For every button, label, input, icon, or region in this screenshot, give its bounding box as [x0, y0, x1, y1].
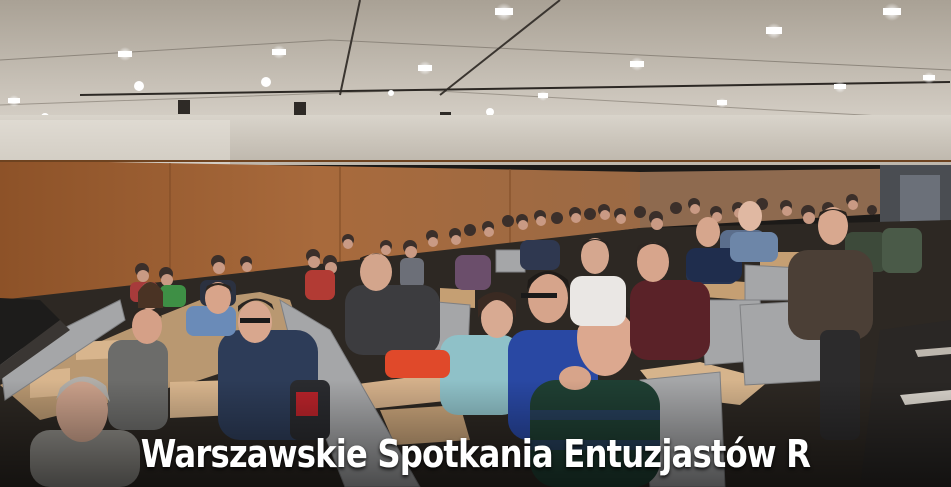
photo-caption: Warszawskie Spotkania Entuzjastów R [140, 432, 811, 476]
ceiling [0, 0, 951, 125]
